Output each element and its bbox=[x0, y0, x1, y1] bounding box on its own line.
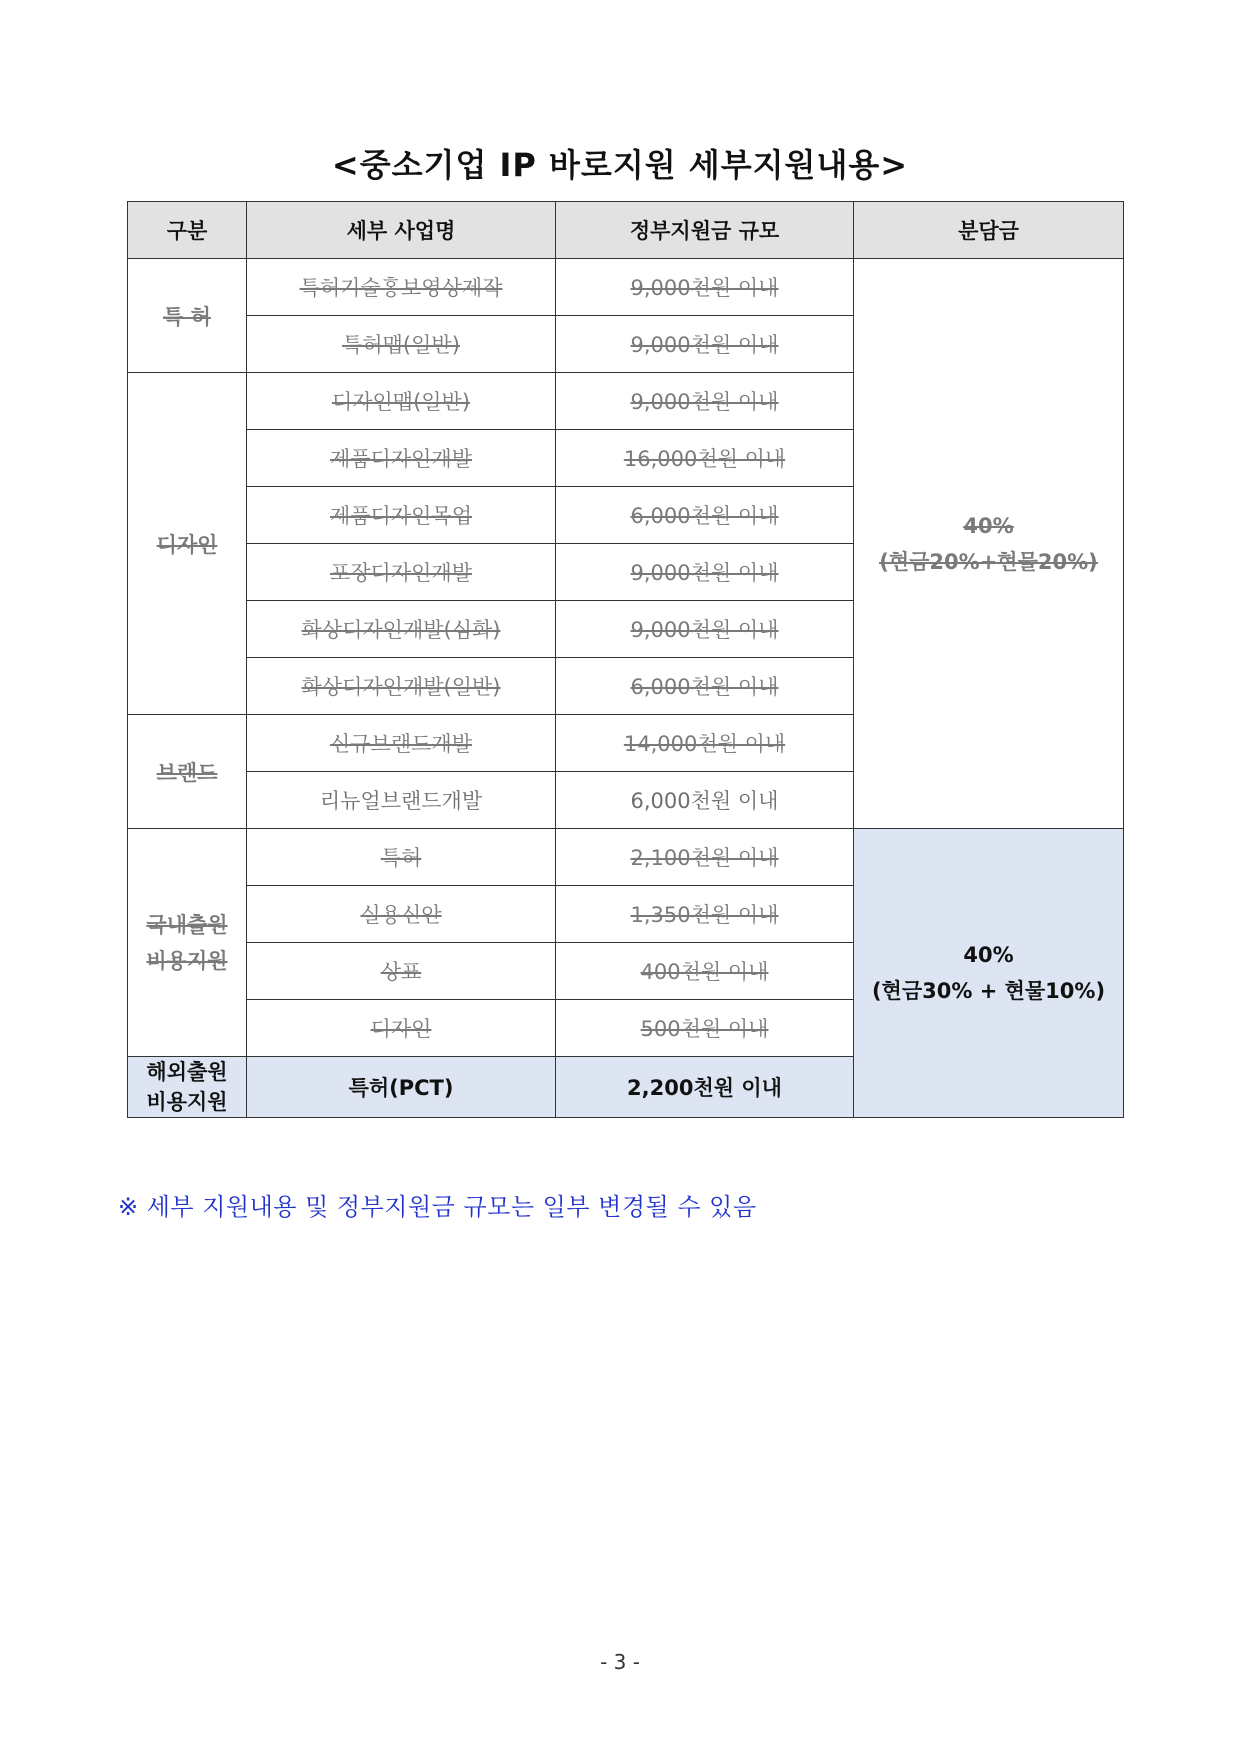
category-domestic bbox=[128, 829, 247, 1057]
header-program-name: 세부 사업명 bbox=[247, 202, 556, 259]
share-top-percent: 40% bbox=[963, 513, 1014, 538]
program-amount: 9,000천원 이내 bbox=[556, 601, 854, 658]
header-share: 분담금 bbox=[854, 202, 1124, 259]
program-name: 디자인 bbox=[247, 1000, 556, 1057]
program-name: 디자인맵(일반) bbox=[247, 373, 556, 430]
program-name: 제품디자인목업 bbox=[247, 487, 556, 544]
category-overseas bbox=[128, 1057, 247, 1118]
program-name: 리뉴얼브랜드개발 bbox=[247, 772, 556, 829]
program-name: 실용신안 bbox=[247, 886, 556, 943]
program-amount: 500천원 이내 bbox=[556, 1000, 854, 1057]
program-name: 특허(PCT) bbox=[247, 1057, 556, 1118]
category-patent: 특 허 bbox=[128, 259, 247, 373]
table-row bbox=[128, 829, 1124, 886]
category-overseas-line1: 해외출원 bbox=[146, 1060, 228, 1084]
table-header-row bbox=[128, 202, 1124, 259]
program-amount: 9,000천원 이내 bbox=[556, 259, 854, 316]
support-table bbox=[127, 201, 1124, 1118]
program-amount: 16,000천원 이내 bbox=[556, 430, 854, 487]
header-category: 구분 bbox=[128, 202, 247, 259]
share-bottom-percent: 40% bbox=[963, 943, 1014, 967]
category-domestic-line1: 국내출원 bbox=[146, 912, 228, 937]
category-design: 디자인 bbox=[128, 373, 247, 715]
program-amount: 1,350천원 이내 bbox=[556, 886, 854, 943]
program-amount: 14,000천원 이내 bbox=[556, 715, 854, 772]
program-amount: 9,000천원 이내 bbox=[556, 316, 854, 373]
program-name: 특허맵(일반) bbox=[247, 316, 556, 373]
program-name: 특허기술홍보영상제작 bbox=[247, 259, 556, 316]
program-name: 상표 bbox=[247, 943, 556, 1000]
program-name: 제품디자인개발 bbox=[247, 430, 556, 487]
program-name: 포장디자인개발 bbox=[247, 544, 556, 601]
program-amount: 2,100천원 이내 bbox=[556, 829, 854, 886]
footnote: ※ 세부 지원내용 및 정부지원금 규모는 일부 변경될 수 있음 bbox=[118, 1193, 757, 1221]
table-row bbox=[128, 259, 1124, 316]
category-domestic-line2: 비용지원 bbox=[146, 948, 228, 973]
category-brand: 브랜드 bbox=[128, 715, 247, 829]
page-number: - 3 - bbox=[600, 1650, 640, 1674]
category-overseas-line2: 비용지원 bbox=[146, 1090, 228, 1114]
program-amount: 400천원 이내 bbox=[556, 943, 854, 1000]
program-amount: 9,000천원 이내 bbox=[556, 373, 854, 430]
program-name: 화상디자인개발(일반) bbox=[247, 658, 556, 715]
share-bottom-detail: (현금30% + 현물10%) bbox=[871, 979, 1106, 1003]
program-amount: 6,000천원 이내 bbox=[556, 658, 854, 715]
program-name: 화상디자인개발(심화) bbox=[247, 601, 556, 658]
program-amount: 6,000천원 이내 bbox=[556, 772, 854, 829]
share-top-cell bbox=[854, 259, 1124, 829]
share-bottom-cell bbox=[854, 829, 1124, 1118]
program-amount: 6,000천원 이내 bbox=[556, 487, 854, 544]
program-amount: 2,200천원 이내 bbox=[556, 1057, 854, 1118]
header-gov-support: 정부지원금 규모 bbox=[556, 202, 854, 259]
share-top-detail: (현금20%+현물20%) bbox=[879, 549, 1098, 574]
program-name: 신규브랜드개발 bbox=[247, 715, 556, 772]
program-name: 특허 bbox=[247, 829, 556, 886]
page-title: <중소기업 IP 바로지원 세부지원내용> bbox=[331, 146, 909, 184]
program-amount: 9,000천원 이내 bbox=[556, 544, 854, 601]
